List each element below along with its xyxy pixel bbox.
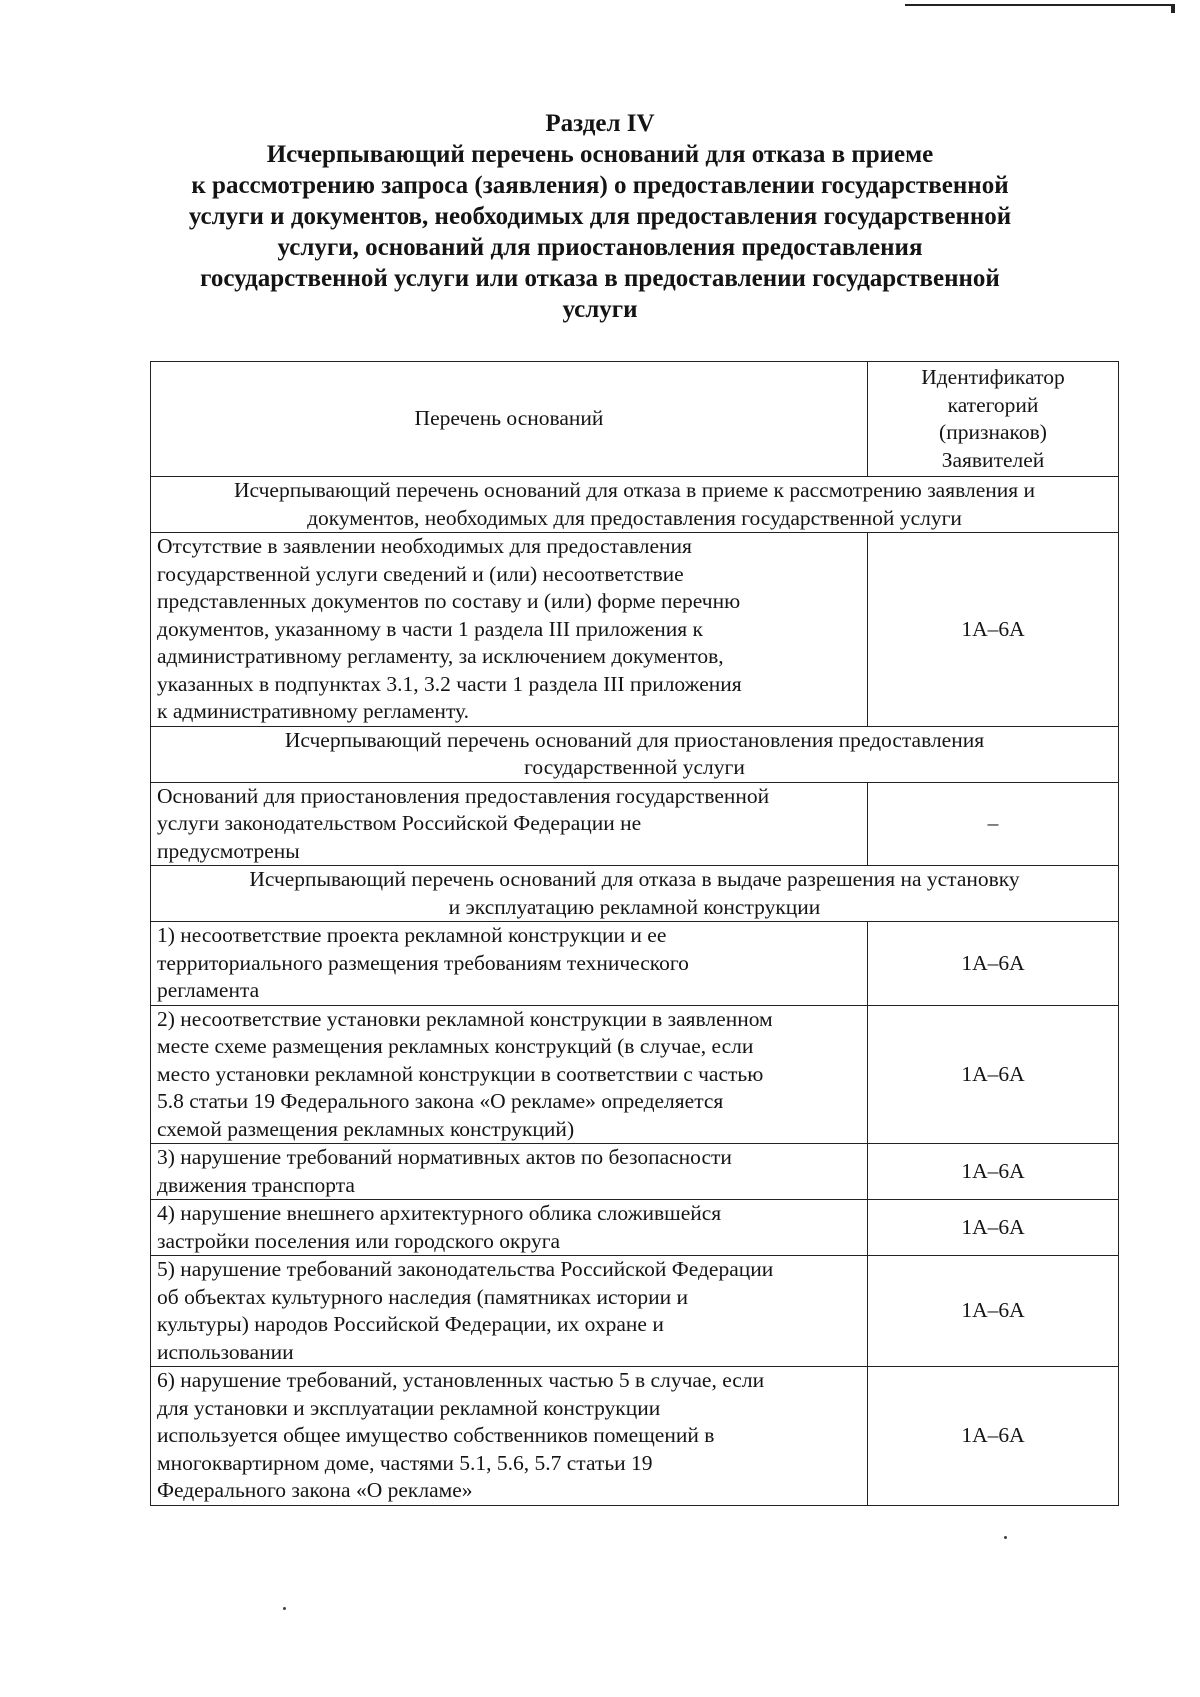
identifier-cell: 1А–6А — [868, 1144, 1119, 1200]
heading-line: к рассмотрению запроса (заявления) о предоставлении государственной — [191, 172, 1009, 199]
scan-speck — [1004, 1536, 1007, 1539]
reasons-table — [150, 361, 1119, 1506]
section-title-cell: Исчерпывающий перечень оснований для приостановления предоставления государственной услуги — [151, 726, 1119, 782]
identifier-cell: 1А–6А — [868, 922, 1119, 1006]
identifier-cell: 1А–6А — [868, 1367, 1119, 1506]
heading-line: государственной услуги или отказа в предоставлении государственной — [200, 265, 1000, 292]
section-title-row — [151, 866, 1119, 922]
identifier-cell: 1А–6А — [868, 533, 1119, 727]
section-title-cell: Исчерпывающий перечень оснований для отказа в выдаче разрешения на установку и эксплуатацию рекламной конструкции — [151, 866, 1119, 922]
table-row — [151, 1256, 1119, 1367]
heading-line: услуги, оснований для приостановления предоставления — [277, 234, 923, 261]
table-row — [151, 1367, 1119, 1506]
table-row — [151, 1144, 1119, 1200]
table-row — [151, 922, 1119, 1006]
scan-edge-mark — [905, 4, 1175, 6]
document-heading — [120, 108, 1080, 325]
reason-cell: 6) нарушение требований, установленных частью 5 в случае, если для установки и эксплуатации рекламной конструкции используется общее имущество собственников помещений в многоквартирном доме, частями 5.1, 5.6, 5.7 статьи 19 Федерального закона «О рекламе» — [151, 1367, 868, 1506]
section-title-cell: Исчерпывающий перечень оснований для отказа в приеме к рассмотрению заявления и документов, необходимых для предоставления государственной услуги — [151, 477, 1119, 533]
table-row — [151, 1200, 1119, 1256]
table-header-row — [151, 362, 1119, 477]
identifier-cell: 1А–6А — [868, 1256, 1119, 1367]
table-row — [151, 533, 1119, 727]
section-title-row — [151, 726, 1119, 782]
section-title-row — [151, 477, 1119, 533]
reason-cell: Отсутствие в заявлении необходимых для предоставления государственной услуги сведений и (или) несоответствие представленных документов по составу и (или) форме перечню документов, указанному в части 1 раздела III приложения к административному регламенту, за исключением документов, указанных в подпунктах 3.1, 3.2 части 1 раздела III приложения к административному регламенту. — [151, 533, 868, 727]
section-title: Раздел IV — [545, 110, 655, 137]
table-row — [151, 1005, 1119, 1144]
reason-cell: 5) нарушение требований законодательства Российской Федерации об объектах культурного наследия (памятниках истории и культуры) народов Российской Федерации, их охране и использовании — [151, 1256, 868, 1367]
header-reasons: Перечень оснований — [151, 362, 868, 477]
heading-line: Исчерпывающий перечень оснований для отказа в приеме — [266, 141, 934, 168]
table-row — [151, 782, 1119, 866]
reason-cell: 3) нарушение требований нормативных актов по безопасности движения транспорта — [151, 1144, 868, 1200]
identifier-cell: 1А–6А — [868, 1005, 1119, 1144]
reason-cell: Оснований для приостановления предоставления государственной услуги законодательством Российской Федерации не предусмотрены — [151, 782, 868, 866]
reason-cell: 4) нарушение внешнего архитектурного облика сложившейся застройки поселения или городского округа — [151, 1200, 868, 1256]
reason-cell: 2) несоответствие установки рекламной конструкции в заявленном месте схеме размещения рекламных конструкций (в случае, если место установки рекламной конструкции в соответствии с частью 5.8 статьи 19 Федерального закона «О рекламе» определяется схемой размещения рекламных конструкций) — [151, 1005, 868, 1144]
scan-speck — [283, 1607, 286, 1610]
identifier-cell: 1А–6А — [868, 1200, 1119, 1256]
reason-cell: 1) несоответствие проекта рекламной конструкции и ее территориального размещения требованиям технического регламента — [151, 922, 868, 1006]
identifier-cell: – — [868, 782, 1119, 866]
heading-line: услуги и документов, необходимых для предоставления государственной — [188, 203, 1012, 230]
header-identifier: Идентификатор категорий (признаков) Заявителей — [868, 362, 1119, 477]
heading-line: услуги — [562, 296, 638, 323]
